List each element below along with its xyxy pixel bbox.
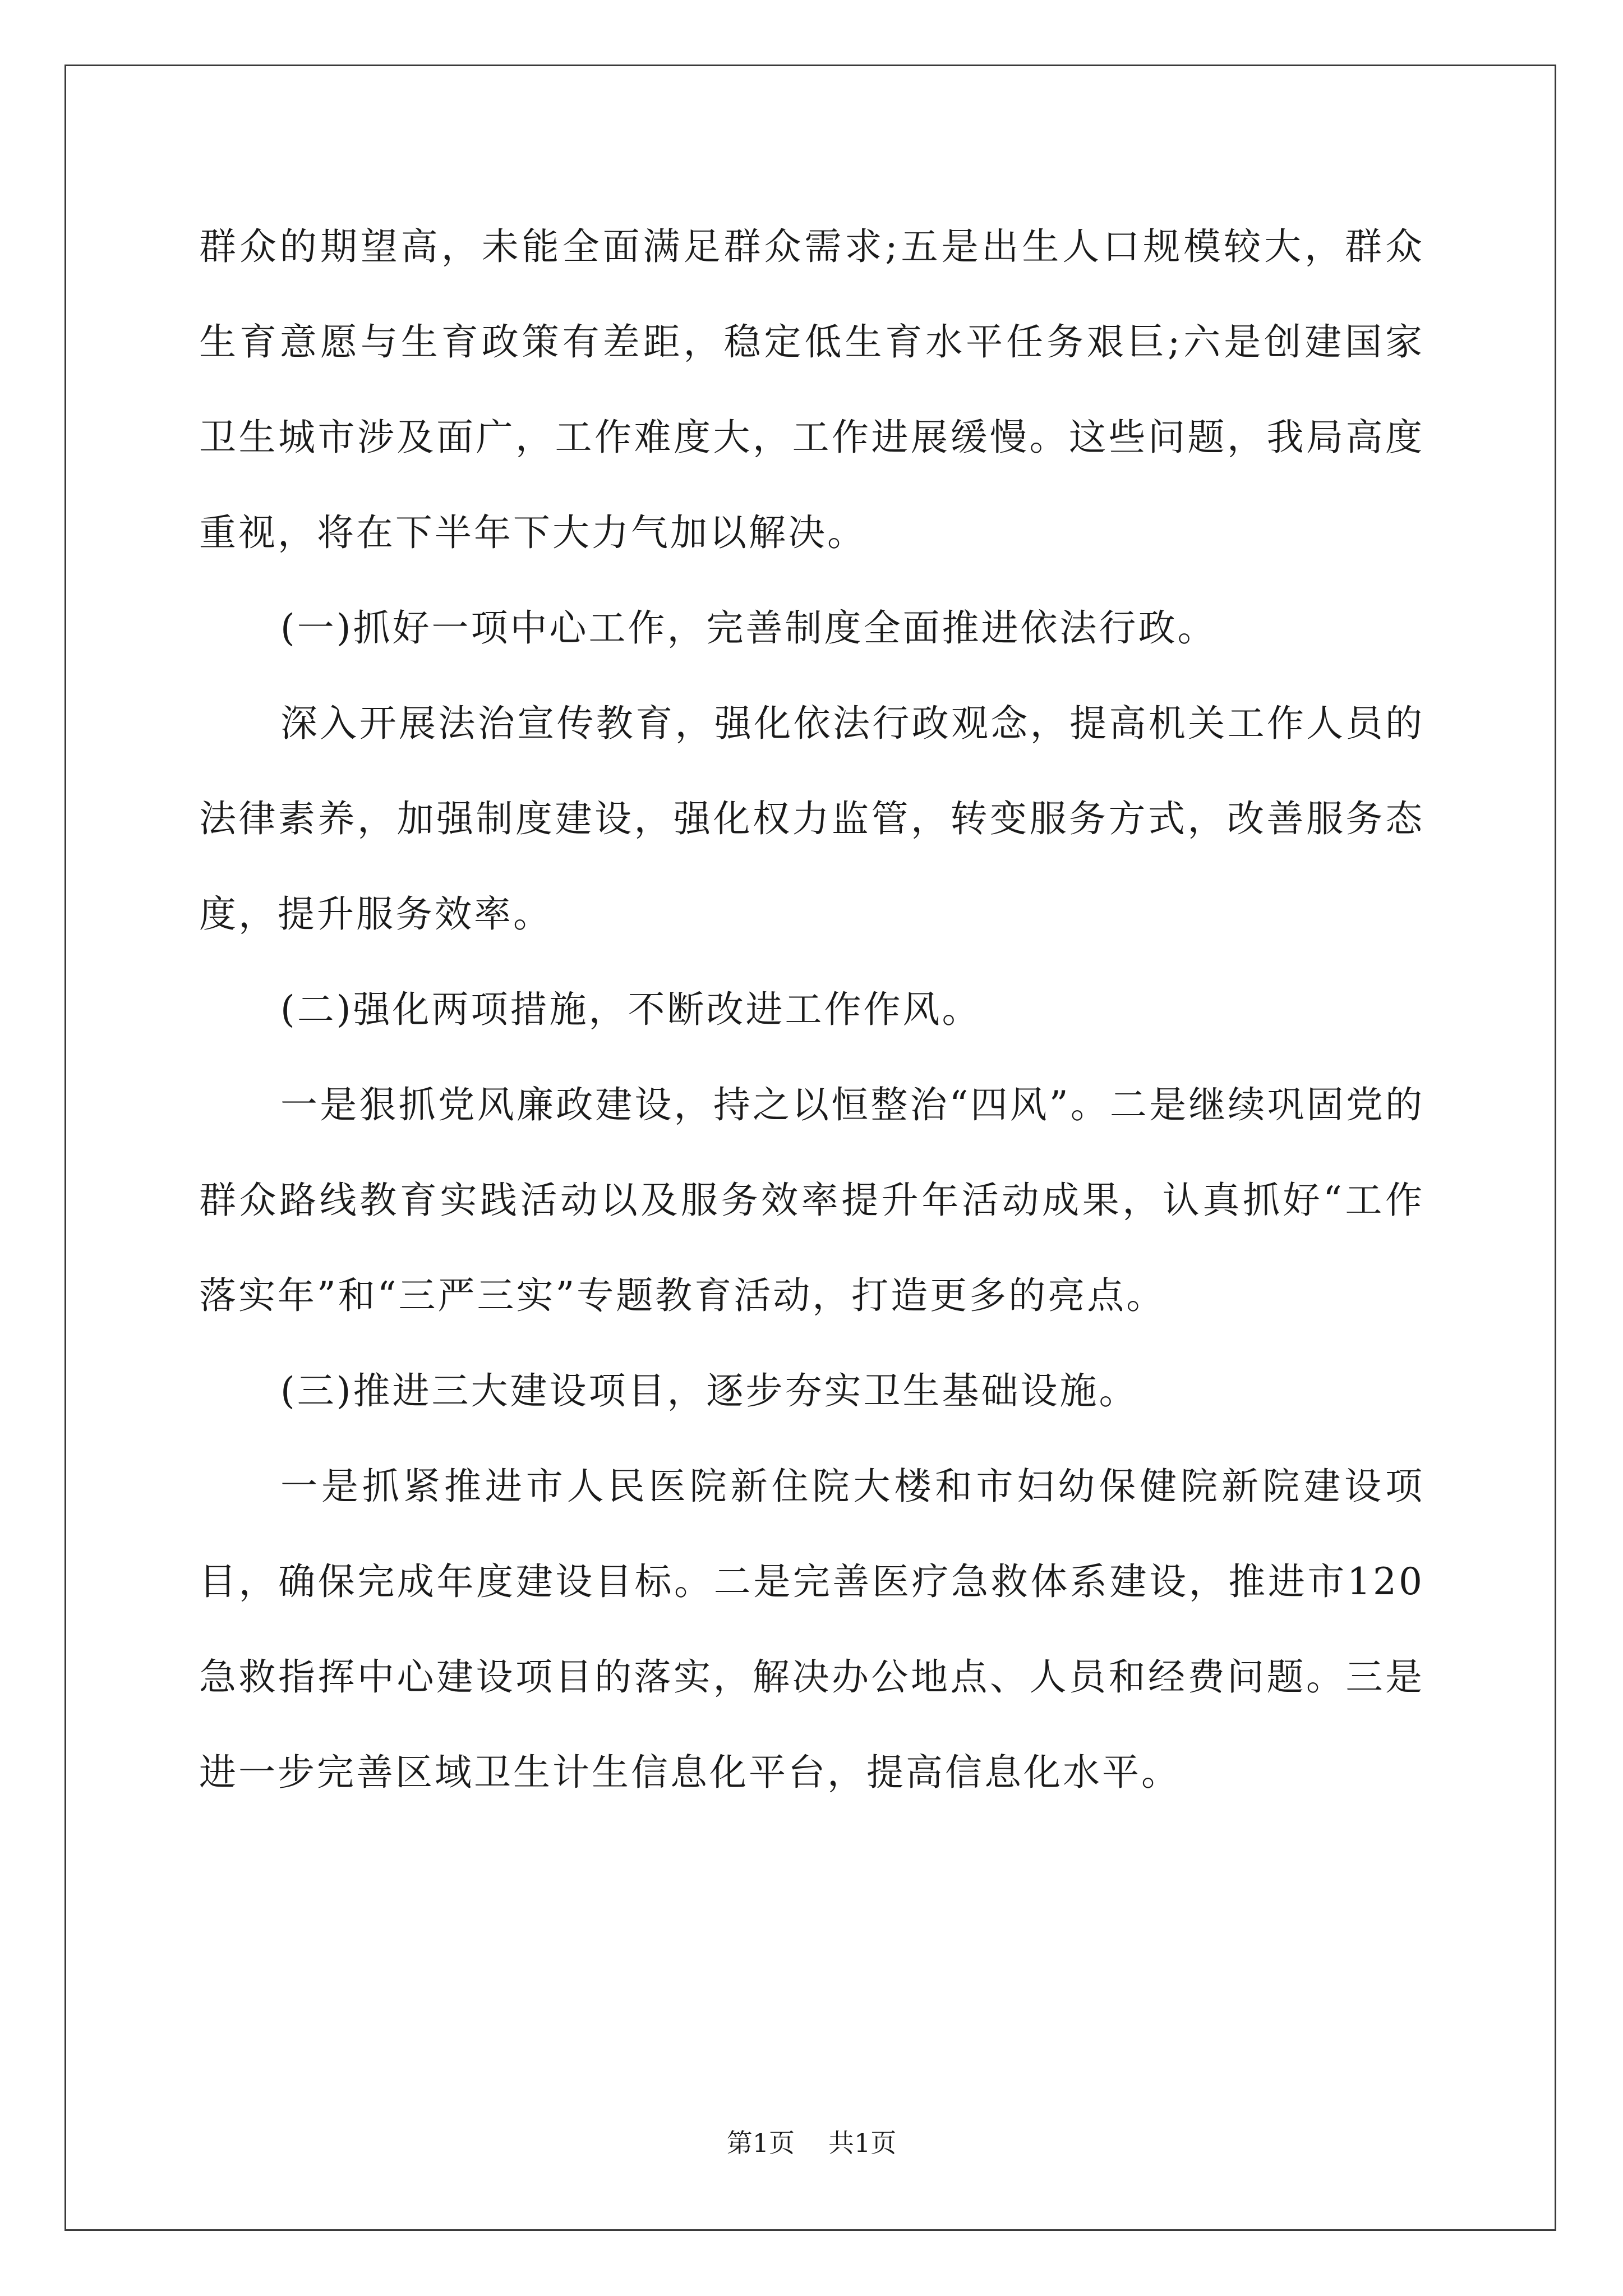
document-body xyxy=(199,199,1424,1820)
section-heading-3: (三)推进三大建设项目，逐步夯实卫生基础设施。 xyxy=(280,1369,1138,1412)
section-heading-1: (一)抓好一项中心工作，完善制度全面推进依法行政。 xyxy=(280,606,1217,650)
section-heading-2: (二)强化两项措施，不断改进工作作风。 xyxy=(280,988,981,1031)
page-footer xyxy=(0,2126,1623,2160)
paragraph-1: 群众的期望高，未能全面满足群众需求;五是出生人口规模较大，群众生育意愿与生育政策有差距，稳定低生育水平任务艰巨;六是创建国家卫生城市涉及面广，工作难度大，工作进展缓慢。这些问题，我局高度重视，将在下半年下大力气加以解决。 xyxy=(199,225,1424,554)
paragraph-2: 深入开展法治宣传教育，强化依法行政观念，提高机关工作人员的法律素养，加强制度建设，强化权力监管，转变服务方式，改善服务态度，提升服务效率。 xyxy=(199,702,1424,936)
page-total: 共1页 xyxy=(828,2128,897,2158)
paragraph-3: 一是狠抓党风廉政建设，持之以恒整治“四风”。二是继续巩固党的群众路线教育实践活动以及服务效率提升年活动成果，认真抓好“工作落实年”和“三严三实”专题教育活动，打造更多的亮点。 xyxy=(199,1083,1424,1317)
page-number: 第1页 xyxy=(726,2128,795,2158)
paragraph-4: 一是抓紧推进市人民医院新住院大楼和市妇幼保健院新院建设项目，确保完成年度建设目标。二是完善医疗急救体系建设，推进市120急救指挥中心建设项目的落实，解决办公地点、人员和经费问题。三是进一步完善区域卫生计生信息化平台，提高信息化水平。 xyxy=(199,1465,1424,1794)
